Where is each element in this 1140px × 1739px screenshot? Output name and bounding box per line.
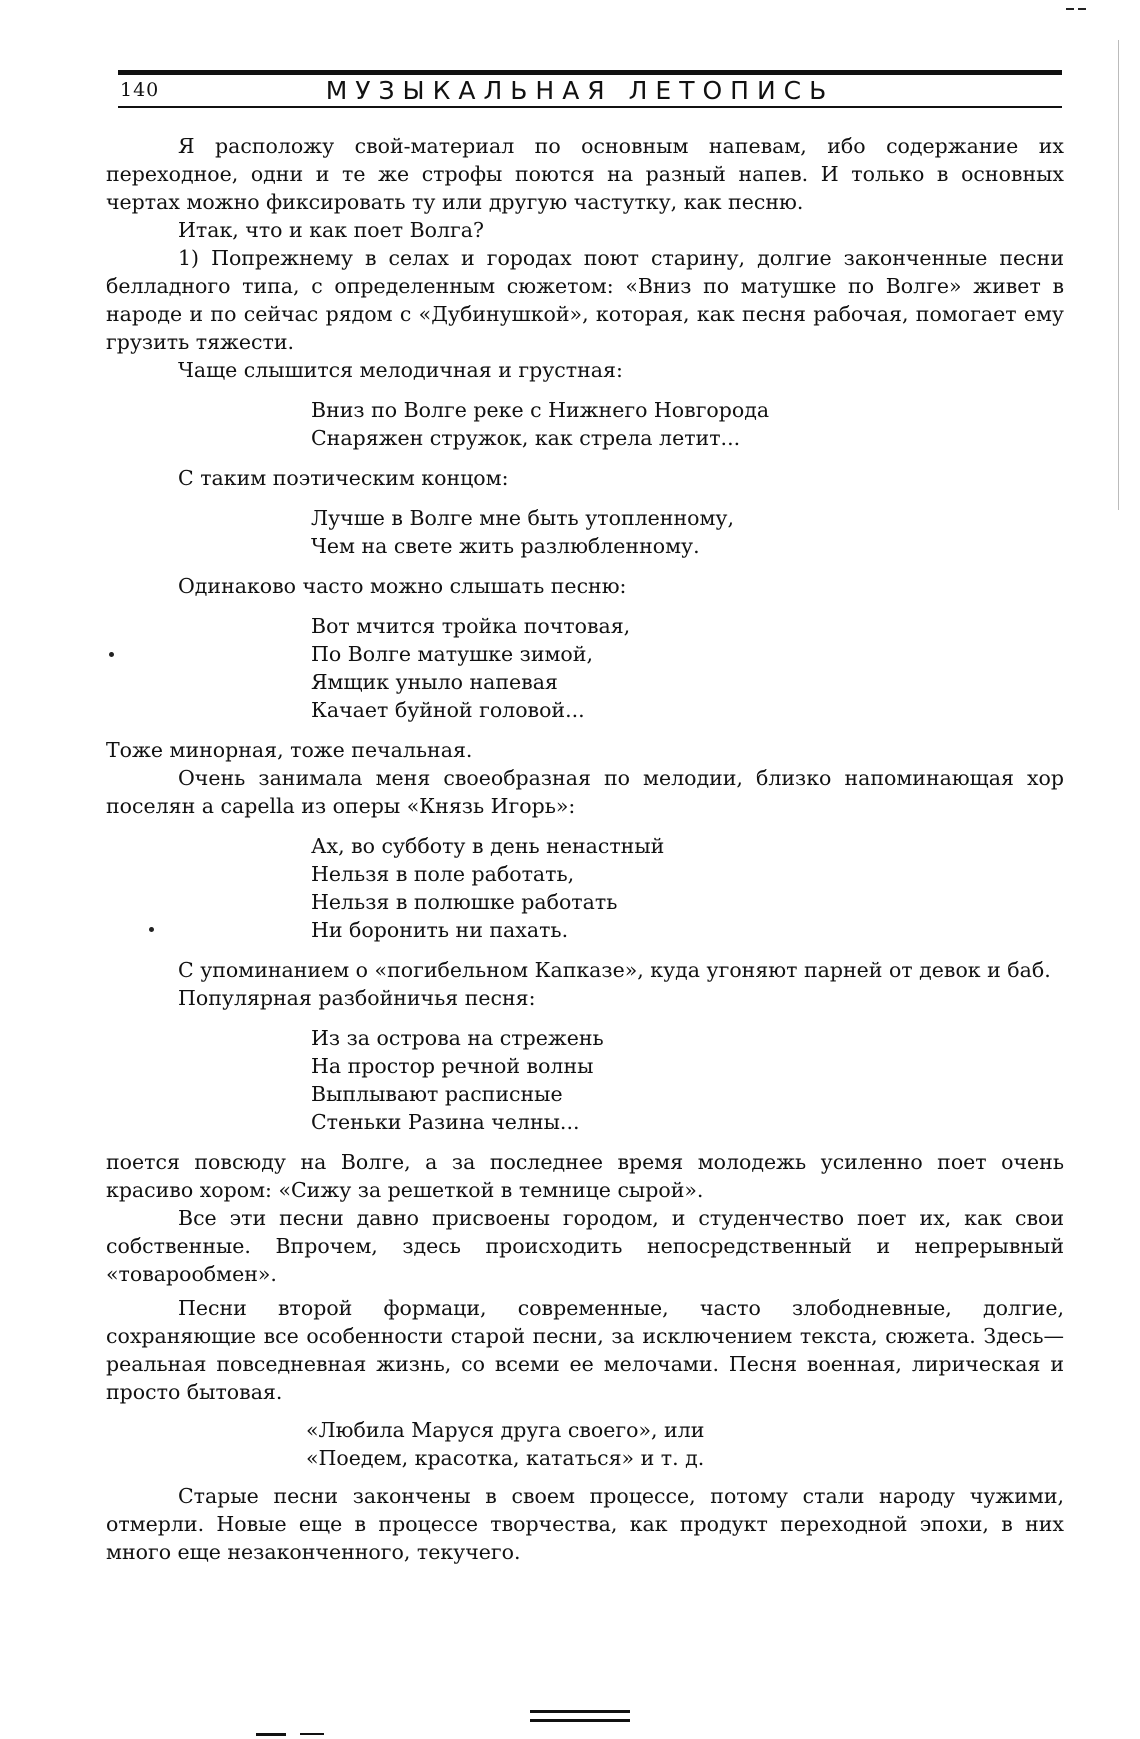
print-speck (149, 927, 154, 932)
corner-mark (1066, 8, 1088, 14)
paragraph: С упоминанием о «погибельном Капказе», куда угоняют парней от девок и баб. (178, 958, 1051, 982)
paragraph: Одинаково часто можно слышать песню: (178, 574, 627, 598)
header-rule-bottom (118, 106, 1062, 108)
verse-block (306, 1416, 1064, 1472)
paragraph: поется повсюду на Волге, а за последнее время молодежь усиленно поет очень красиво хором: «Сижу за решеткой в темнице сырой». (106, 1150, 1064, 1202)
body-text (106, 132, 1064, 1566)
verse-line: Нельзя в полюшке работать (311, 890, 618, 914)
verse-line: «Любила Маруся друга своего», или (306, 1418, 705, 1442)
header-rule-top (118, 70, 1062, 75)
verse-block (311, 832, 1064, 944)
paragraph: 1) Попрежнему в селах и городах поют старину, долгие законченные песни белладного типа, с определенным сюжетом: «Вниз по матушке по Волге» живет в народе и по сейчас рядом с «Дубинушкой», которая, как песня рабочая, помогает ему грузить тяжести. (106, 246, 1064, 354)
verse-line: Выплывают расписные (311, 1082, 563, 1106)
verse-block (311, 396, 1064, 452)
paragraph: Песни второй формаци, современные, часто злободневные, долгие, сохраняющие все особенности старой песни, за исключением текста, сюжета. Здесь—реальная повседневная жизнь, со всеми ее мелочами. Песня военная, лирическая и просто бытовая. (106, 1296, 1064, 1404)
verse-block (311, 1024, 1064, 1136)
verse-line: На простор речной волны (311, 1054, 594, 1078)
bottom-mark (300, 1733, 324, 1735)
verse-line: Вот мчится тройка почтовая, (311, 614, 631, 638)
verse-line: Снаряжен стружок, как стрела летит... (311, 426, 741, 450)
paragraph: Очень занимала меня своеобразная по мелодии, близко напоминающая хор поселян a capella из оперы «Князь Игорь»: (106, 766, 1064, 818)
paragraph: Тоже минорная, тоже печальная. (106, 738, 473, 762)
verse-line: Ах, во субботу в день ненастный (311, 834, 665, 858)
paragraph: Чаще слышится мелодичная и грустная: (178, 358, 623, 382)
verse-line: «Поедем, красотка, кататься» и т. д. (306, 1446, 705, 1470)
paragraph: Все эти песни давно присвоены городом, и студенчество поет их, как свои собственные. Впрочем, здесь происходить непосредственный и непрерывный «товарообмен». (106, 1206, 1064, 1286)
verse-line: Ямщик уныло напевая (311, 670, 558, 694)
print-speck (109, 652, 114, 657)
bottom-rule (530, 1710, 630, 1713)
bottom-mark (256, 1733, 286, 1736)
paragraph: Старые песни закончены в своем процессе, потому стали народу чужими, отмерли. Новые еще в процессе творчества, как продукт переходной эпохи, в них много еще незаконченного, текучего. (106, 1484, 1064, 1564)
verse-line: Вниз по Волге реке с Нижнего Новгорода (311, 398, 770, 422)
paragraph: С таким поэтическим концом: (178, 466, 509, 490)
verse-block (311, 504, 1064, 560)
verse-line: По Волге матушке зимой, (311, 642, 593, 666)
verse-line: Из за острова на стрежень (311, 1026, 604, 1050)
running-title: МУЗЫКАЛЬНАЯ ЛЕТОПИСЬ (325, 76, 835, 105)
verse-line: Стеньки Разина челны... (311, 1110, 580, 1134)
bottom-rule (530, 1719, 630, 1722)
paragraph: Итак, что и как поет Волга? (178, 218, 484, 242)
verse-line: Нельзя в поле работать, (311, 862, 575, 886)
verse-block (311, 612, 1064, 724)
verse-line: Ни боронить ни пахать. (311, 918, 569, 942)
page-number: 140 (120, 79, 160, 101)
verse-line: Чем на свете жить разлюбленному. (311, 534, 700, 558)
margin-line (1118, 40, 1119, 510)
paragraph: Популярная разбойничья песня: (178, 986, 536, 1010)
verse-line: Качает буйной головой... (311, 698, 585, 722)
paragraph: Я расположу свой-материал по основным напевам, ибо содержание их переходное, одни и те же строфы поются на разный напев. И только в основных чертах можно фиксировать ту или другую частутку, как песню. (106, 134, 1064, 214)
verse-line: Лучше в Волге мне быть утопленному, (311, 506, 734, 530)
